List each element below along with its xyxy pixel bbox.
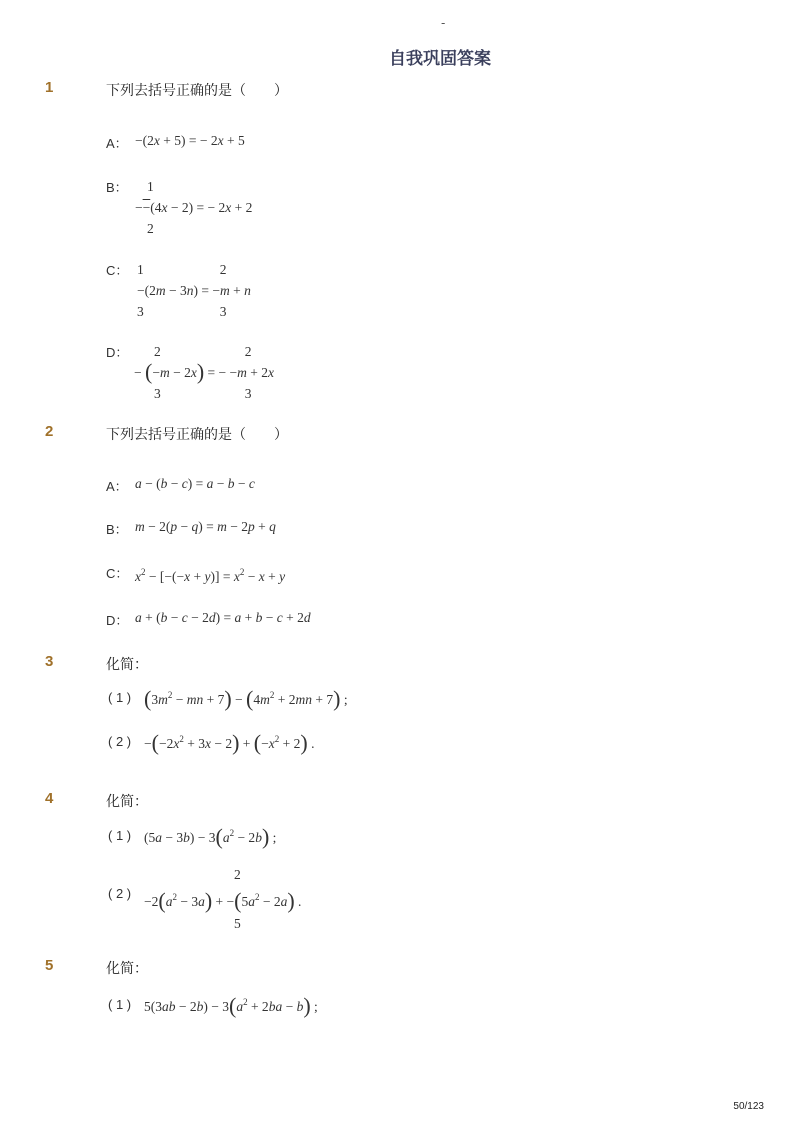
option-expression: m − 2(p − q) = m − 2p + q [135, 519, 276, 534]
part-label: ( 1 ) [108, 828, 132, 843]
option-label: A： [106, 479, 128, 494]
question-text: 下列去括号正确的是（ ） [106, 427, 288, 443]
option-expression: −(2x + 5) = − 2x + 5 [135, 133, 245, 148]
question-number: 4 [45, 790, 54, 807]
part-expression: $(5a - 3b) - 3(a^2 - 2b)$ ; [144, 824, 277, 849]
option-expression: a − (b − c) = a − b − c [135, 476, 255, 491]
page-number: 50/123 [733, 1101, 764, 1112]
part-expression: ($3m^2$ − mn + $7) - (4m^2 + 2mn + 7)$ ; [144, 686, 348, 711]
question-text: 下列去括号正确的是（ ） [106, 83, 288, 99]
question-text: 化简： [106, 657, 148, 673]
part-expression: $-(-2x^2 + 3x - 2) + (-x^2 + 2)$ . [144, 730, 315, 755]
part-label: ( 2 ) [108, 734, 132, 749]
question-text: 化简： [106, 961, 148, 977]
option-expression: a + (b − c − 2d) = a + b − c + 2d [135, 610, 311, 625]
page-title: 自我巩固答案 [389, 49, 491, 69]
part-expression: 2 $-2(a^2 - 3a) + -(5a^2 - 2a)$ . 5 [144, 867, 302, 931]
question-number: 3 [45, 653, 54, 670]
option-expression: $x^2 - [-(-x + y)] = x^2 - x + y$ [135, 567, 286, 584]
question-number: 2 [45, 423, 54, 440]
option-label: D： [106, 345, 129, 360]
part-label: ( 1 ) [108, 690, 132, 705]
part-label: ( 1 ) [108, 997, 132, 1012]
question-number: 1 [45, 79, 54, 96]
option-label: D： [106, 613, 129, 628]
option-label: A： [106, 136, 128, 151]
part-label: ( 2 ) [108, 886, 132, 901]
option-label: C： [106, 263, 129, 278]
question-text: 化简： [106, 794, 148, 810]
option-expression: 1 2 −(2m − 3n) = −m + n 3 3 [137, 262, 251, 319]
question-number: 5 [45, 957, 54, 974]
option-expression: 2 2 − (−m − 2x) = − −m + 2x 3 3 [134, 344, 274, 401]
option-label: B： [106, 522, 128, 537]
header-dash: - [441, 16, 446, 30]
option-label: B： [106, 180, 128, 195]
option-expression: 1 −−(4x − 2) = − 2x + 2 2 [135, 179, 253, 236]
part-expression: $5(3ab - 2b) - 3(a^2 + 2ba - b)$ ; [144, 993, 318, 1018]
option-label: C： [106, 566, 129, 581]
